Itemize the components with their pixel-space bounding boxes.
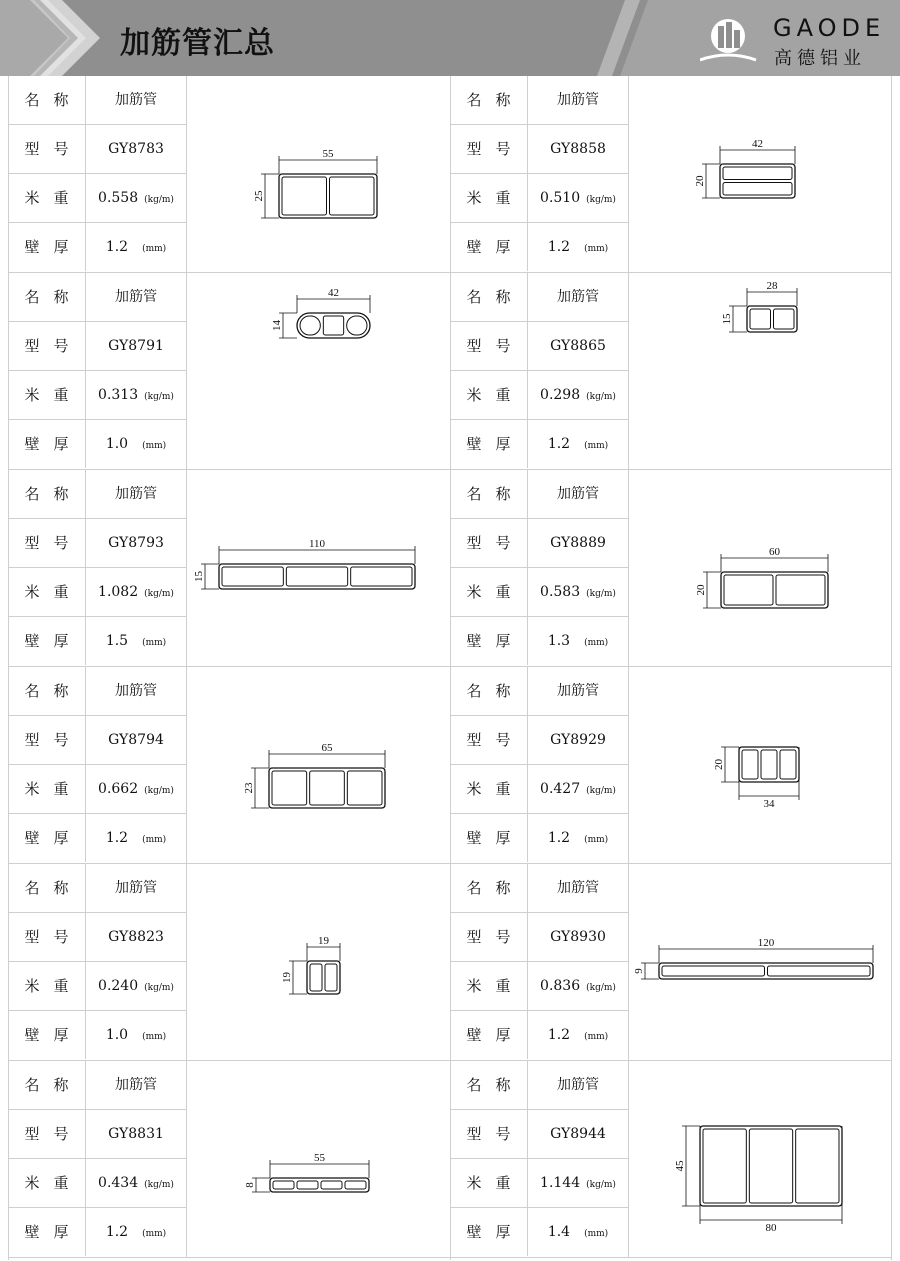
spec-number: 1.5 bbox=[105, 633, 129, 649]
spec-label-thickness: 壁 厚 bbox=[8, 1208, 86, 1256]
spec-unit: (kg/m) bbox=[586, 983, 616, 993]
spec-label-weight: 米 重 bbox=[8, 371, 86, 419]
spec-value-name: 加筋管 bbox=[115, 1077, 157, 1093]
spec-row-thickness bbox=[450, 814, 628, 863]
page-header bbox=[0, 0, 900, 76]
spec-label-weight: 米 重 bbox=[8, 962, 86, 1010]
spec-unit: (kg/m) bbox=[144, 983, 174, 993]
spec-label-name: 名 称 bbox=[450, 1061, 528, 1109]
profile-outline bbox=[269, 768, 385, 808]
spec-value-thickness bbox=[86, 814, 186, 862]
profile-drawing bbox=[186, 1061, 449, 1257]
spec-label-thickness: 壁 厚 bbox=[8, 1011, 86, 1059]
profile-outline bbox=[307, 961, 340, 994]
product-card-gy8929 bbox=[450, 667, 892, 864]
spec-row-thickness bbox=[8, 814, 186, 863]
profile-drawing bbox=[628, 864, 891, 1060]
spec-label-name: 名 称 bbox=[8, 1061, 86, 1109]
spec-label-model: 型 号 bbox=[450, 519, 528, 567]
grid-divider bbox=[8, 76, 9, 1260]
profile-drawing-svg bbox=[629, 864, 892, 1060]
spec-label-name: 名 称 bbox=[450, 667, 528, 715]
spec-label-model: 型 号 bbox=[450, 913, 528, 961]
profile-outline bbox=[747, 306, 797, 332]
spec-number: 1.144 bbox=[540, 1175, 581, 1191]
spec-value-weight bbox=[86, 371, 186, 419]
profile-drawing-svg bbox=[187, 1061, 450, 1257]
spec-number: 0.298 bbox=[540, 387, 581, 403]
spec-row-thickness bbox=[8, 223, 186, 272]
spec-unit: (kg/m) bbox=[144, 589, 174, 599]
profile-outline bbox=[659, 963, 873, 979]
spec-value-weight bbox=[86, 174, 186, 222]
spec-label-thickness: 壁 厚 bbox=[450, 617, 528, 665]
spec-unit: (kg/m) bbox=[144, 195, 174, 205]
height-dimension-label: 9 bbox=[633, 968, 645, 974]
spec-row-name bbox=[8, 864, 186, 913]
spec-value-weight bbox=[528, 1159, 628, 1207]
spec-row-model bbox=[8, 913, 186, 962]
height-dimension-label: 23 bbox=[243, 782, 255, 794]
width-dimension-label: 28 bbox=[766, 280, 778, 292]
spec-value-weight bbox=[86, 962, 186, 1010]
height-dimension-label: 15 bbox=[721, 313, 733, 325]
profile-outline bbox=[219, 564, 415, 589]
height-dimension-label: 20 bbox=[694, 175, 706, 187]
spec-row-name bbox=[450, 667, 628, 716]
spec-number: 0.583 bbox=[540, 584, 581, 600]
width-dimension-label: 120 bbox=[757, 937, 775, 949]
spec-number: 0.313 bbox=[98, 387, 139, 403]
spec-row-name bbox=[450, 864, 628, 913]
spec-number: 0.240 bbox=[98, 978, 139, 994]
product-grid bbox=[8, 76, 892, 1260]
profile-drawing bbox=[186, 667, 449, 863]
profile-drawing-svg bbox=[187, 470, 450, 666]
spec-value-thickness bbox=[86, 617, 186, 665]
grid-divider bbox=[891, 76, 892, 1260]
product-card-gy8858 bbox=[450, 76, 892, 273]
spec-label-weight: 米 重 bbox=[450, 371, 528, 419]
profile-drawing bbox=[628, 273, 891, 469]
spec-value-model: GY8823 bbox=[108, 929, 164, 945]
profile-drawing-svg bbox=[629, 1061, 892, 1257]
profile-drawing bbox=[628, 1061, 891, 1257]
spec-row-name bbox=[450, 470, 628, 519]
spec-row-thickness bbox=[8, 420, 186, 469]
spec-unit: (kg/m) bbox=[586, 392, 616, 402]
spec-label-thickness: 壁 厚 bbox=[8, 617, 86, 665]
profile-drawing-svg bbox=[629, 76, 892, 272]
height-dimension-label: 45 bbox=[674, 1160, 686, 1172]
brand-name-en: GAODE bbox=[773, 14, 886, 42]
spec-label-name: 名 称 bbox=[8, 667, 86, 715]
spec-unit: (kg/m) bbox=[144, 392, 174, 402]
spec-value-thickness bbox=[528, 1208, 628, 1256]
profile-outline bbox=[297, 313, 370, 338]
spec-label-thickness: 壁 厚 bbox=[450, 1011, 528, 1059]
spec-unit: (kg/m) bbox=[586, 589, 616, 599]
spec-label-model: 型 号 bbox=[450, 1110, 528, 1158]
spec-unit: (mm) bbox=[584, 835, 609, 845]
spec-row-weight bbox=[8, 1159, 186, 1208]
spec-row-thickness bbox=[8, 1011, 186, 1060]
spec-label-model: 型 号 bbox=[450, 716, 528, 764]
spec-value-weight bbox=[86, 1159, 186, 1207]
spec-row-weight bbox=[450, 174, 628, 223]
spec-row-weight bbox=[450, 962, 628, 1011]
spec-number: 1.0 bbox=[105, 1027, 129, 1043]
spec-value-thickness bbox=[86, 420, 186, 468]
spec-row-model bbox=[8, 322, 186, 371]
spec-value-thickness bbox=[528, 617, 628, 665]
spec-row-weight bbox=[450, 568, 628, 617]
spec-row-weight bbox=[450, 765, 628, 814]
spec-row-model bbox=[450, 322, 628, 371]
spec-value-name: 加筋管 bbox=[557, 1077, 599, 1093]
spec-label-name: 名 称 bbox=[8, 470, 86, 518]
spec-value-model: GY8865 bbox=[550, 338, 606, 354]
spec-value-weight bbox=[528, 962, 628, 1010]
spec-number: 1.2 bbox=[105, 239, 129, 255]
width-dimension-label: 42 bbox=[328, 287, 339, 299]
profile-outline bbox=[721, 572, 828, 608]
spec-value-model: GY8794 bbox=[108, 732, 164, 748]
height-dimension-label: 20 bbox=[695, 584, 707, 596]
width-dimension-label: 55 bbox=[322, 148, 334, 160]
product-card-gy8783 bbox=[8, 76, 450, 273]
spec-unit: (mm) bbox=[142, 441, 167, 451]
spec-row-model bbox=[450, 519, 628, 568]
spec-label-weight: 米 重 bbox=[8, 765, 86, 813]
height-dimension-label: 15 bbox=[193, 571, 205, 582]
spec-value-name: 加筋管 bbox=[557, 289, 599, 305]
width-dimension-label: 55 bbox=[314, 1152, 325, 1164]
spec-value-weight bbox=[528, 765, 628, 813]
spec-unit: (kg/m) bbox=[144, 1180, 174, 1190]
spec-row-model bbox=[450, 716, 628, 765]
spec-value-thickness bbox=[86, 1208, 186, 1256]
spec-row-name bbox=[8, 1061, 186, 1110]
spec-row-thickness bbox=[8, 1208, 186, 1257]
spec-row-thickness bbox=[450, 1208, 628, 1257]
spec-row-name bbox=[450, 273, 628, 322]
height-dimension-label: 14 bbox=[271, 320, 283, 331]
spec-label-model: 型 号 bbox=[8, 716, 86, 764]
spec-unit: (mm) bbox=[142, 835, 167, 845]
spec-unit: (mm) bbox=[584, 441, 609, 451]
spec-value-model: GY8831 bbox=[108, 1126, 164, 1142]
profile-drawing bbox=[628, 667, 891, 863]
height-dimension-label: 8 bbox=[244, 1182, 256, 1188]
width-dimension-label: 42 bbox=[752, 138, 763, 150]
spec-value-name: 加筋管 bbox=[557, 683, 599, 699]
profile-drawing bbox=[186, 470, 449, 666]
spec-value-name: 加筋管 bbox=[557, 880, 599, 896]
spec-value-weight bbox=[528, 371, 628, 419]
profile-drawing-svg bbox=[187, 667, 450, 863]
spec-number: 1.4 bbox=[547, 1224, 571, 1240]
spec-number: 0.510 bbox=[540, 190, 581, 206]
spec-value-name: 加筋管 bbox=[557, 486, 599, 502]
spec-unit: (mm) bbox=[142, 1032, 167, 1042]
spec-value-weight bbox=[86, 568, 186, 616]
product-card-gy8865 bbox=[450, 273, 892, 470]
spec-number: 1.0 bbox=[105, 436, 129, 452]
height-dimension-label: 25 bbox=[253, 190, 265, 202]
spec-unit: (mm) bbox=[584, 1032, 609, 1042]
spec-label-weight: 米 重 bbox=[8, 174, 86, 222]
gaode-logo-icon bbox=[700, 14, 760, 64]
product-card-gy8793 bbox=[8, 470, 450, 667]
spec-value-thickness bbox=[528, 420, 628, 468]
spec-unit: (kg/m) bbox=[586, 1180, 616, 1190]
width-dimension-label: 19 bbox=[318, 935, 329, 947]
width-dimension-label: 34 bbox=[763, 798, 775, 810]
spec-label-weight: 米 重 bbox=[8, 1159, 86, 1207]
height-dimension-label: 19 bbox=[281, 972, 293, 983]
spec-number: 1.2 bbox=[547, 830, 571, 846]
spec-label-name: 名 称 bbox=[8, 864, 86, 912]
grid-divider bbox=[450, 76, 451, 1260]
width-dimension-label: 65 bbox=[321, 742, 333, 754]
product-card-gy8794 bbox=[8, 667, 450, 864]
profile-drawing bbox=[186, 76, 449, 272]
spec-row-model bbox=[450, 125, 628, 174]
spec-label-name: 名 称 bbox=[450, 470, 528, 518]
spec-unit: (kg/m) bbox=[586, 195, 616, 205]
spec-number: 1.2 bbox=[547, 239, 571, 255]
spec-value-name: 加筋管 bbox=[115, 289, 157, 305]
spec-label-weight: 米 重 bbox=[450, 568, 528, 616]
spec-label-model: 型 号 bbox=[450, 125, 528, 173]
spec-row-name bbox=[450, 1061, 628, 1110]
profile-outline bbox=[739, 747, 799, 782]
product-card-gy8889 bbox=[450, 470, 892, 667]
spec-row-name bbox=[8, 470, 186, 519]
spec-value-weight bbox=[528, 568, 628, 616]
spec-number: 1.2 bbox=[547, 436, 571, 452]
spec-unit: (mm) bbox=[142, 638, 167, 648]
spec-row-thickness bbox=[450, 1011, 628, 1060]
spec-number: 0.427 bbox=[540, 781, 581, 797]
product-card-gy8791 bbox=[8, 273, 450, 470]
spec-unit: (mm) bbox=[142, 1229, 167, 1239]
spec-row-model bbox=[450, 1110, 628, 1159]
profile-drawing bbox=[186, 864, 449, 1060]
profile-outline bbox=[279, 174, 377, 218]
width-dimension-label: 110 bbox=[308, 538, 326, 550]
spec-value-model: GY8791 bbox=[108, 338, 164, 354]
spec-label-model: 型 号 bbox=[450, 322, 528, 370]
spec-label-name: 名 称 bbox=[8, 76, 86, 124]
spec-label-name: 名 称 bbox=[8, 273, 86, 321]
spec-row-weight bbox=[8, 765, 186, 814]
profile-drawing bbox=[186, 273, 449, 469]
spec-value-model: GY8889 bbox=[550, 535, 606, 551]
spec-value-model: GY8858 bbox=[550, 141, 606, 157]
spec-label-thickness: 壁 厚 bbox=[450, 1208, 528, 1256]
product-card-gy8930 bbox=[450, 864, 892, 1061]
spec-label-model: 型 号 bbox=[8, 125, 86, 173]
spec-label-thickness: 壁 厚 bbox=[8, 420, 86, 468]
spec-row-name bbox=[450, 76, 628, 125]
spec-label-weight: 米 重 bbox=[8, 568, 86, 616]
product-card-gy8831 bbox=[8, 1061, 450, 1258]
profile-outline bbox=[270, 1178, 369, 1192]
spec-value-name: 加筋管 bbox=[115, 683, 157, 699]
spec-value-thickness bbox=[528, 1011, 628, 1059]
spec-row-model bbox=[8, 1110, 186, 1159]
profile-drawing-svg bbox=[629, 667, 892, 863]
spec-value-name: 加筋管 bbox=[115, 486, 157, 502]
spec-number: 0.662 bbox=[98, 781, 139, 797]
spec-number: 1.2 bbox=[105, 830, 129, 846]
spec-value-thickness bbox=[86, 1011, 186, 1059]
spec-label-weight: 米 重 bbox=[450, 174, 528, 222]
product-card-gy8823 bbox=[8, 864, 450, 1061]
spec-row-model bbox=[8, 519, 186, 568]
spec-label-thickness: 壁 厚 bbox=[450, 814, 528, 862]
profile-outline bbox=[700, 1126, 842, 1206]
spec-value-thickness bbox=[86, 223, 186, 271]
spec-number: 1.2 bbox=[105, 1224, 129, 1240]
spec-label-weight: 米 重 bbox=[450, 765, 528, 813]
spec-value-model: GY8929 bbox=[550, 732, 606, 748]
spec-number: 0.434 bbox=[98, 1175, 139, 1191]
spec-value-weight bbox=[528, 174, 628, 222]
spec-number: 0.836 bbox=[540, 978, 581, 994]
spec-label-thickness: 壁 厚 bbox=[8, 223, 86, 271]
profile-drawing-svg bbox=[629, 273, 892, 469]
spec-row-weight bbox=[8, 568, 186, 617]
spec-number: 0.558 bbox=[98, 190, 139, 206]
spec-row-weight bbox=[8, 371, 186, 420]
brand-name-cn: 高德铝业 bbox=[774, 48, 866, 69]
spec-row-thickness bbox=[450, 223, 628, 272]
profile-outline bbox=[720, 164, 795, 198]
profile-drawing-svg bbox=[187, 864, 450, 1060]
spec-label-thickness: 壁 厚 bbox=[8, 814, 86, 862]
spec-row-weight bbox=[450, 371, 628, 420]
product-card-gy8944 bbox=[450, 1061, 892, 1258]
spec-row-model bbox=[8, 125, 186, 174]
height-dimension-label: 20 bbox=[713, 759, 725, 770]
spec-row-model bbox=[450, 913, 628, 962]
profile-drawing-svg bbox=[187, 76, 450, 272]
spec-row-weight bbox=[8, 962, 186, 1011]
spec-value-model: GY8944 bbox=[550, 1126, 606, 1142]
spec-label-name: 名 称 bbox=[450, 273, 528, 321]
spec-value-name: 加筋管 bbox=[557, 92, 599, 108]
spec-label-name: 名 称 bbox=[450, 76, 528, 124]
spec-label-model: 型 号 bbox=[8, 913, 86, 961]
spec-row-model bbox=[8, 716, 186, 765]
spec-label-model: 型 号 bbox=[8, 322, 86, 370]
spec-row-weight bbox=[8, 174, 186, 223]
spec-row-weight bbox=[450, 1159, 628, 1208]
spec-value-thickness bbox=[528, 223, 628, 271]
spec-label-name: 名 称 bbox=[450, 864, 528, 912]
spec-number: 1.2 bbox=[547, 1027, 571, 1043]
spec-row-thickness bbox=[450, 420, 628, 469]
spec-unit: (mm) bbox=[584, 244, 609, 254]
spec-label-thickness: 壁 厚 bbox=[450, 420, 528, 468]
spec-row-name bbox=[8, 667, 186, 716]
spec-label-weight: 米 重 bbox=[450, 1159, 528, 1207]
spec-row-thickness bbox=[8, 617, 186, 666]
spec-row-name bbox=[8, 76, 186, 125]
spec-label-weight: 米 重 bbox=[450, 962, 528, 1010]
spec-unit: (mm) bbox=[142, 244, 167, 254]
spec-value-model: GY8793 bbox=[108, 535, 164, 551]
profile-drawing bbox=[628, 76, 891, 272]
spec-value-thickness bbox=[528, 814, 628, 862]
spec-value-model: GY8930 bbox=[550, 929, 606, 945]
spec-unit: (kg/m) bbox=[586, 786, 616, 796]
spec-value-model: GY8783 bbox=[108, 141, 164, 157]
width-dimension-label: 60 bbox=[769, 546, 780, 558]
spec-value-name: 加筋管 bbox=[115, 92, 157, 108]
spec-label-model: 型 号 bbox=[8, 519, 86, 567]
spec-number: 1.3 bbox=[547, 633, 571, 649]
page-title: 加筋管汇总 bbox=[120, 26, 275, 61]
width-dimension-label: 80 bbox=[765, 1222, 777, 1234]
spec-unit: (mm) bbox=[584, 638, 609, 648]
profile-drawing-svg bbox=[629, 470, 892, 666]
profile-drawing bbox=[628, 470, 891, 666]
spec-value-weight bbox=[86, 765, 186, 813]
spec-unit: (mm) bbox=[584, 1229, 609, 1239]
spec-label-model: 型 号 bbox=[8, 1110, 86, 1158]
profile-drawing-svg bbox=[187, 273, 450, 469]
spec-row-thickness bbox=[450, 617, 628, 666]
spec-value-name: 加筋管 bbox=[115, 880, 157, 896]
spec-number: 1.082 bbox=[98, 584, 139, 600]
spec-label-thickness: 壁 厚 bbox=[450, 223, 528, 271]
spec-unit: (kg/m) bbox=[144, 786, 174, 796]
spec-row-name bbox=[8, 273, 186, 322]
